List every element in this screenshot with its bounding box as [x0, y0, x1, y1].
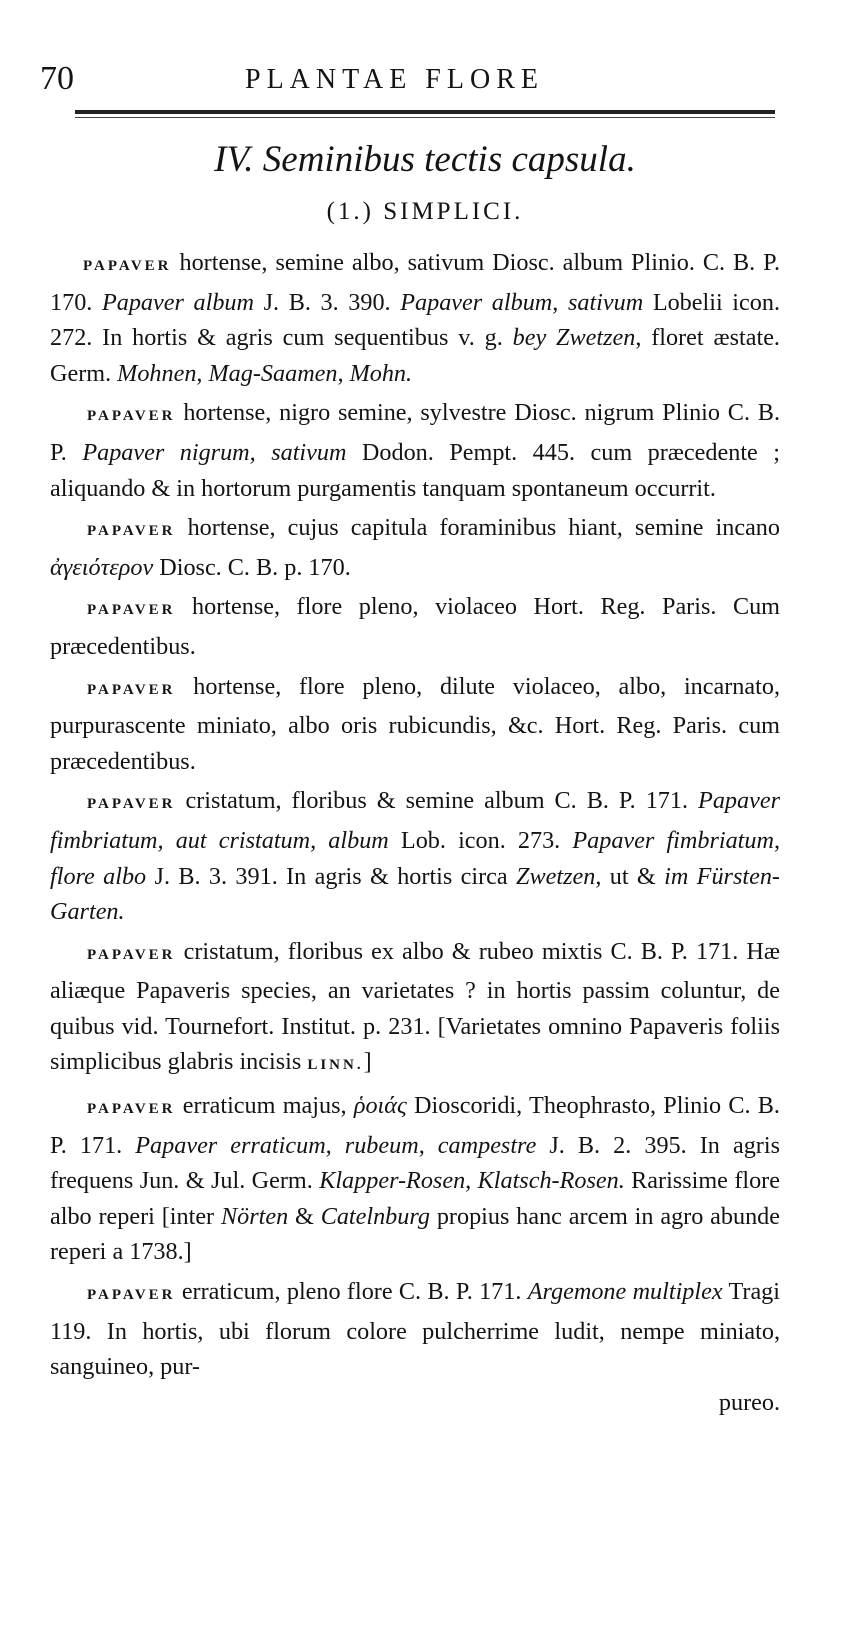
- entry-text: cristatum, floribus ex albo & rubeo mixtis C. B. P. 171. Hæ aliæque Papaveris species, an varietates ? in hortis passim coluntur, de quibus vid. Tournefort. Institut. p. 231. [Varietates omnino Papaveris foliis simplicibus glabris incisis: [50, 937, 780, 1076]
- entry-text: Lobelii icon. 272. In hortis & agris cum sequentibus v. g.: [50, 288, 780, 352]
- species-entry: [50, 934, 780, 1084]
- entry-text: Dodon. Pempt. 445. cum præcedente ; aliquando & in hortorum purgamentis tanquam spontaneum occurrit.: [50, 438, 780, 502]
- section-heading: IV. Seminibus tectis capsula.: [214, 139, 636, 180]
- italic-text: bey Zwetzen: [512, 324, 636, 352]
- italic-text: Zwetzen: [516, 862, 596, 890]
- header-rule: [75, 110, 775, 114]
- genus-name: PAPAVER: [87, 602, 176, 619]
- genus-name: PAPAVER: [87, 408, 176, 425]
- entry-text: erraticum, pleno flore C. B. P. 171.: [175, 1278, 528, 1306]
- entries-body: [50, 245, 780, 1420]
- genus-name: PAPAVER: [83, 258, 172, 274]
- italic-text: im Fürsten-Garten.: [50, 862, 780, 926]
- italic-text: Papaver fimbriatum, aut cristatum, album: [50, 787, 780, 854]
- entry-text: ]: [363, 1048, 372, 1076]
- genus-name: PAPAVER: [87, 1287, 176, 1304]
- entry-text: erraticum majus,: [175, 1092, 354, 1120]
- italic-text: Nörten: [220, 1202, 289, 1230]
- genus-name: PAPAVER: [87, 681, 176, 698]
- entry-text: J. B. 2. 395. In agris frequens Jun. & Jul. Germ.: [50, 1131, 780, 1195]
- italic-text: Papaver fimbriatum, flore albo: [50, 826, 781, 890]
- species-entry: [50, 245, 780, 391]
- italic-text: Klapper-Rosen, Klatsch-Rosen.: [319, 1167, 625, 1195]
- entry-text: &: [288, 1202, 321, 1230]
- entry-text: hortense, nigro semine, sylvestre Diosc. nigrum Plinio C. B. P.: [50, 399, 780, 466]
- entry-text: LINN.: [307, 1057, 364, 1074]
- entry-text: hortense, flore pleno, violaceo Hort. Reg. Paris. Cum præcedentibus.: [50, 593, 780, 660]
- entry-text: Diosc. C. B. p. 170.: [153, 553, 351, 581]
- italic-text: ἀγειότερον: [50, 553, 154, 581]
- entry-text: , floret æstate. Germ.: [50, 324, 780, 387]
- genus-name: PAPAVER: [87, 523, 176, 540]
- species-entry: [50, 589, 780, 664]
- italic-text: Papaver album: [101, 288, 254, 316]
- italic-text: Mohnen, Mag-Saamen, Mohn.: [117, 359, 413, 387]
- entry-text: Lob. icon. 273.: [388, 826, 573, 854]
- entry-text: hortense, flore pleno, dilute violaceo, albo, incarnato, purpurascente miniato, albo oris rubicundis, &c. Hort. Reg. Paris. cum præcedentibus.: [50, 672, 780, 775]
- running-head: [40, 60, 800, 100]
- species-entry: [50, 395, 780, 506]
- entry-text: hortense, semine albo, sativum Diosc. album Plinio. C. B. P. 170.: [50, 249, 780, 316]
- entry-text: propius hanc arcem in agro abunde reperi a 1738.]: [50, 1202, 780, 1266]
- entry-text: J. B. 3. 390.: [254, 288, 401, 316]
- line-end-text: pureo.: [718, 1388, 780, 1416]
- italic-text: Papaver erraticum, rubeum, campestre: [135, 1131, 537, 1159]
- italic-text: Argemone multiplex: [527, 1278, 723, 1306]
- species-entry: [50, 1088, 780, 1270]
- running-title: PLANTAE FLORE: [245, 64, 544, 95]
- genus-name: PAPAVER: [87, 796, 176, 813]
- entry-text: Tragi 119. In hortis, ubi florum colore pulcherrime ludit, nempe miniato, sanguineo, pur-: [50, 1278, 780, 1381]
- species-entry: [50, 669, 780, 780]
- header-rule-thin: [75, 117, 775, 118]
- species-entry: [50, 1274, 780, 1385]
- genus-name: PAPAVER: [87, 1101, 176, 1118]
- entry-text: hortense, cujus capitula foraminibus hiant, semine incano: [175, 514, 780, 542]
- italic-text: Papaver nigrum, sativum: [82, 438, 347, 466]
- entry-text: Rarissime flore albo reperi [inter: [50, 1167, 780, 1230]
- page-number: 70: [40, 60, 74, 97]
- italic-text: ῥοιάς: [353, 1092, 407, 1120]
- entry-text: cristatum, floribus & semine album C. B. P. 171.: [175, 787, 699, 815]
- entry-text: , ut &: [595, 862, 665, 890]
- italic-text: Catelnburg: [320, 1202, 430, 1230]
- species-entry: [50, 783, 780, 929]
- italic-text: Papaver album, sativum: [400, 288, 644, 316]
- genus-name: PAPAVER: [87, 946, 176, 963]
- entry-text: J. B. 3. 391. In agris & hortis circa: [146, 862, 517, 890]
- entry-text: Dioscoridi, Theophrasto, Plinio C. B. P. 171.: [50, 1092, 780, 1159]
- subsection-heading: (1.) SIMPLICI.: [326, 198, 524, 225]
- species-entry: [50, 510, 780, 585]
